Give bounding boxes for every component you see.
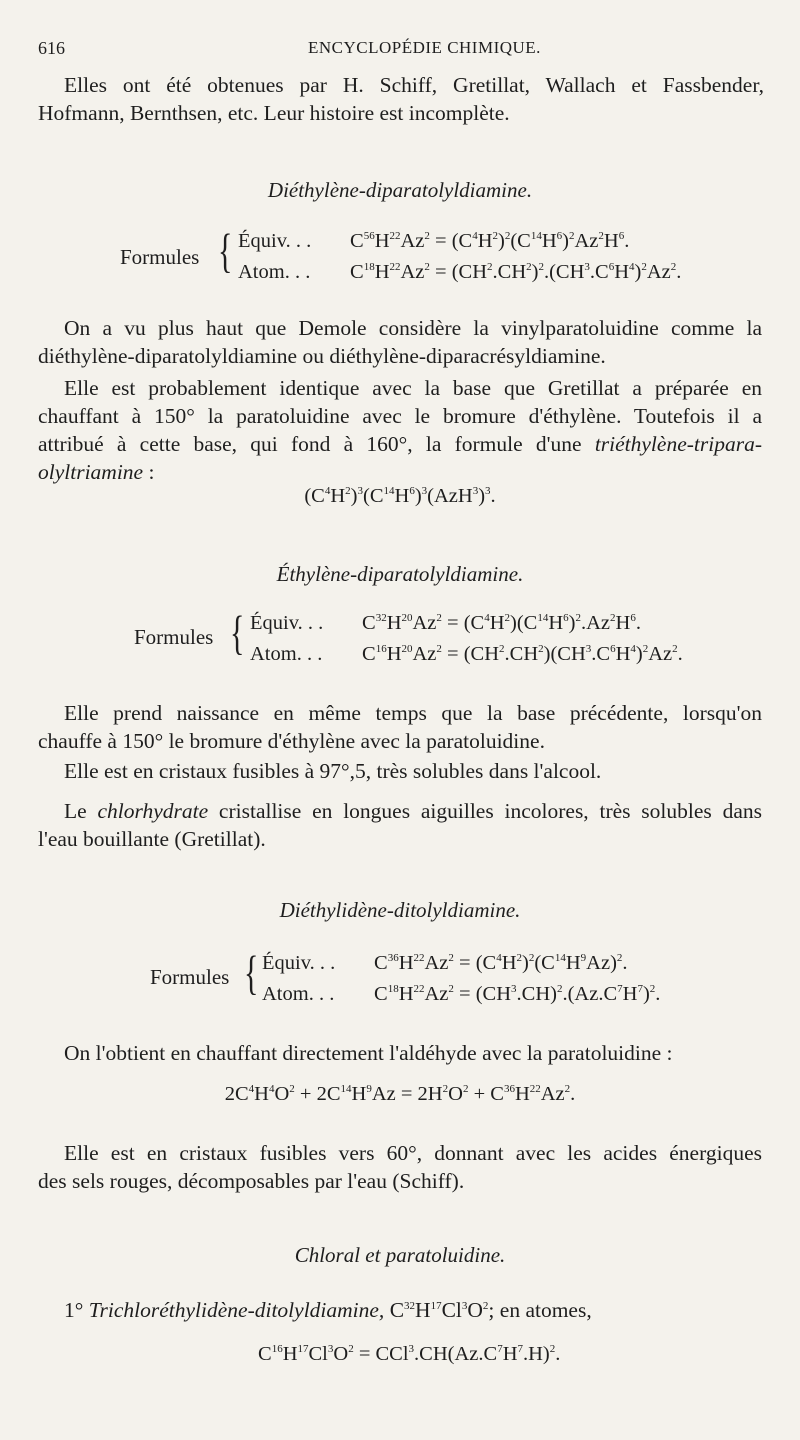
formulas-label: Formules	[134, 625, 214, 649]
paragraph-line: attribué à cette base, qui fond à 160°, la formule d'une triéthylène-tripara-	[38, 432, 762, 456]
formula-equiv: Équiv. . . $C^{56}H^{22}Az^2 = (C^4H^2)^2(C^{14}H^6)^2Az^2H^6$.	[238, 230, 630, 252]
section-heading-diethylidene-ditolyldiamine: Diéthylidène-ditolyldiamine.	[279, 898, 521, 922]
paragraph-line: On a vu plus haut que Demole considère la vinylparatoluidine comme la	[64, 316, 762, 340]
paragraph-line: chauffe à 150° le bromure d'éthylène avec la paratoluidine.	[38, 729, 545, 753]
formula-atom: Atom. . . $C^{18}H^{22}Az^2 = (CH^3.CH)^2.(Az.C^7H^7)^2$.	[262, 983, 661, 1005]
paragraph-line: l'eau bouillante (Gretillat).	[38, 827, 266, 851]
running-header: ENCYCLOPÉDIE CHIMIQUE.	[308, 38, 541, 57]
formula-kind: Équiv. . .	[262, 952, 336, 974]
formula-atom-chloral: $C^{16}H^{17}Cl^3O^2 = CCl^3.CH(Az.C^7H^7.H)^2$.	[258, 1343, 561, 1365]
formula-equiv: Équiv. . . $C^{32}H^{20}Az^2 = (C^4H^2)(C^{14}H^6)^2.Az^2H^6$.	[250, 612, 641, 634]
formula-reaction: $2C^4H^4O^2 + 2C^{14}H^9Az = 2H^2O^2 + C^{36}H^{22}Az^2$.	[224, 1083, 576, 1105]
paragraph-line: des sels rouges, décomposables par l'eau (Schiff).	[38, 1169, 465, 1193]
brace: {	[244, 946, 259, 1000]
item-formula: $C^{32}H^{17}Cl^3O^2$	[389, 1298, 489, 1322]
item-name: Trichloréthylidène-ditolyldiamine,	[88, 1298, 385, 1322]
intro-line-2: Hofmann, Bernthsen, etc. Leur histoire est incomplète.	[38, 101, 510, 125]
paragraph-line: Elle est probablement identique avec la base que Gretillat a préparée en	[64, 376, 762, 400]
paragraph-line: olyltriamine :	[38, 460, 155, 484]
formula-triethylene: $(C^4H^2)^3(C^{14}H^6)^3(AzH^3)^3$.	[304, 485, 496, 507]
brace: {	[230, 606, 245, 660]
formula-atom: Atom. . . $C^{16}H^{20}Az^2 = (CH^2.CH^2)(CH^3.C^6H^4)^2Az^2$.	[250, 643, 683, 665]
paragraph-line: diéthylène-diparatolyldiamine ou diéthylène-diparacrésyldiamine.	[38, 344, 606, 368]
formula-kind: Atom. . .	[250, 643, 323, 665]
paragraph-line: Elle est en cristaux fusibles vers 60°, donnant avec les acides énergiques	[64, 1141, 762, 1165]
formulas-label: Formules	[120, 245, 200, 269]
formula-equiv: Équiv. . . $C^{36}H^{22}Az^2 = (C^4H^2)^2(C^{14}H^9Az)^2$.	[262, 952, 628, 974]
item-number: 1°	[64, 1298, 84, 1322]
formula-kind: Équiv. . .	[250, 612, 324, 634]
formula-atom: Atom. . . $C^{18}H^{22}Az^2 = (CH^2.CH^2)^2.(CH^3.C^6H^4)^2Az^2$.	[238, 261, 682, 283]
formula-kind: Équiv. . .	[238, 230, 312, 252]
paragraph-line: chauffant à 150° la paratoluidine avec le bromure d'éthylène. Toutefois il a	[38, 404, 762, 428]
formulas-label: Formules	[150, 965, 230, 989]
formula-kind: Atom. . .	[238, 261, 311, 283]
section-heading-diethylene-diparatolyldiamine: Diéthylène-diparatolyldiamine.	[267, 178, 533, 202]
paragraph-line: Le chlorhydrate cristallise en longues aiguilles incolores, très solubles dans	[64, 799, 762, 823]
item-line: 1° Trichloréthylidène-ditolyldiamine, $C^{32}H^{17}Cl^3O^2$; en atomes,	[64, 1298, 592, 1322]
brace: {	[218, 224, 233, 278]
paragraph-line: On l'obtient en chauffant directement l'aldéhyde avec la paratoluidine :	[64, 1041, 673, 1065]
intro-line-1: Elles ont été obtenues par H. Schiff, Gretillat, Wallach et Fassbender,	[64, 73, 764, 97]
section-heading-ethylene-diparatolyldiamine: Éthylène-diparatolyldiamine.	[276, 562, 524, 586]
paragraph-line: Elle est en cristaux fusibles à 97°,5, très solubles dans l'alcool.	[64, 759, 602, 783]
formula-kind: Atom. . .	[262, 983, 335, 1005]
paragraph-line: Elle prend naissance en même temps que la base précédente, lorsqu'on	[64, 701, 762, 725]
page-number: 616	[38, 38, 65, 58]
section-heading-chloral-et-paratoluidine: Chloral et paratoluidine.	[294, 1243, 506, 1267]
